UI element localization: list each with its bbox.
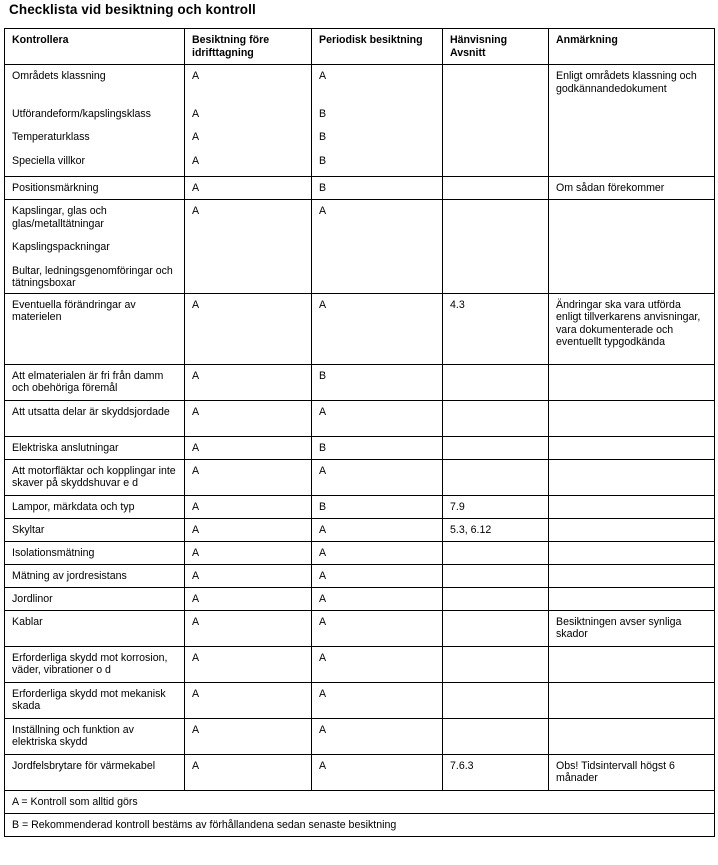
cell-line: Isolationsmätning [12,546,95,559]
cell-col-1 [185,718,312,754]
cell-line: Speciella villkor [12,154,86,167]
cell-line: Jordfelsbrytare för värmekabel [12,759,156,772]
cell-line: Skyltar [12,523,45,536]
cell-col-0 [5,610,185,646]
cell-line: A [319,759,327,772]
cell-line: A [192,546,200,559]
cell-col-1 [185,682,312,718]
cell-line: A [192,592,200,605]
cell-line: A [192,500,200,513]
cell-col-1 [185,436,312,459]
document-title: Checklista vid besiktning och kontroll [9,2,256,17]
cell-line: A [192,464,200,477]
cell-col-3 [443,459,549,495]
cell-line: A [192,205,200,217]
table-row [5,495,715,518]
cell-col-0 [5,364,185,400]
cell-col-4 [549,459,715,495]
cell-col-4 [549,564,715,587]
cell-col-0 [5,518,185,541]
cell-col-2 [312,459,443,495]
cell-line: Lampor, märkdata och typ [12,500,135,513]
cell-line: A [192,131,200,143]
cell-line: A [192,107,200,120]
cell-line: Mätning av jordresistans [12,569,127,582]
cell-col-1 [185,177,312,200]
cell-col-3 [443,564,549,587]
cell-line: B [319,369,327,382]
table-row [5,459,715,495]
checklist-body [5,65,715,791]
cell-line: A [319,205,327,217]
cell-col-3 [443,364,549,400]
cell-col-3 [443,646,549,682]
cell-line: A [319,464,327,477]
cell-col-1 [185,646,312,682]
cell-line: A [192,70,200,82]
cell-line: B [319,500,327,513]
cell-col-3 [443,65,549,177]
cell-line: Jordlinor [12,592,53,605]
footnote-row [5,790,715,813]
cell-col-1 [185,459,312,495]
footnote-a: A = Kontroll som alltid görs [5,790,715,813]
cell-col-2 [312,293,443,364]
table-row [5,293,715,364]
cell-col-3 [443,436,549,459]
cell-col-4 [549,436,715,459]
table-row [5,610,715,646]
cell-line: Kablar [12,615,43,628]
cell-line: Erforderliga skydd mot korrosion, väder, vibrationer o d [12,651,168,676]
cell-col-1 [185,65,312,177]
table-row [5,436,715,459]
table-row [5,400,715,436]
cell-line: A [319,592,327,605]
cell-line: A [319,723,327,736]
cell-line: Elektriska anslutningar [12,441,119,454]
cell-col-0 [5,718,185,754]
cell-line: Positionsmärkning [12,182,99,194]
cell-col-0 [5,754,185,790]
cell-line: Kapslingar, glas och glas/metalltätningar [12,205,107,230]
cell-col-3 [443,400,549,436]
cell-line: A [192,154,200,167]
cell-col-4 [549,646,715,682]
cell-col-4 [549,587,715,610]
table-row [5,200,715,294]
cell-col-1 [185,564,312,587]
cell-line: A [192,723,200,736]
table-row [5,541,715,564]
cell-line: Kapslingspackningar [12,241,110,253]
cell-col-3: 7.9 [443,495,549,518]
cell-col-2 [312,364,443,400]
cell-col-4: Obs! Tidsintervall högst 6 månader [549,754,715,790]
cell-col-4 [549,495,715,518]
cell-line: A [192,687,200,700]
cell-line: A [192,405,200,418]
cell-col-0 [5,293,185,364]
cell-line: A [192,523,200,536]
cell-col-0 [5,436,185,459]
cell-line: Eventuella förändringar av materielen [12,298,136,323]
cell-col-2 [312,754,443,790]
cell-col-2 [312,200,443,294]
cell-col-1 [185,754,312,790]
cell-line: A [192,298,200,311]
cell-line: Att utsatta delar är skyddsjordade [12,405,170,418]
cell-col-2 [312,518,443,541]
cell-line: A [192,441,200,454]
footnote-row [5,813,715,836]
cell-col-3: 4.3 [443,293,549,364]
cell-col-0 [5,495,185,518]
cell-col-3 [443,200,549,294]
cell-line: A [319,687,327,700]
cell-col-2 [312,65,443,177]
cell-line: A [319,298,327,311]
cell-line: A [192,182,200,194]
table-row [5,177,715,200]
cell-col-2 [312,646,443,682]
cell-col-1 [185,364,312,400]
cell-line: Erforderliga skydd mot mekanisk skada [12,687,166,712]
cell-col-3 [443,177,549,200]
cell-col-3: 7.6.3 [443,754,549,790]
cell-col-1 [185,200,312,294]
cell-col-2 [312,564,443,587]
cell-line: Att elmaterialen är fri från damm och obehöriga föremål [12,369,164,394]
table-row [5,364,715,400]
cell-col-2 [312,610,443,646]
cell-col-0 [5,541,185,564]
cell-line: A [319,70,327,82]
cell-line: B [319,182,327,194]
header-anmarkning: Anmärkning [549,29,715,65]
cell-col-0 [5,587,185,610]
cell-line: Utförandeform/kapslingsklass [12,107,151,120]
cell-line: A [192,369,200,382]
cell-col-4 [549,718,715,754]
cell-col-1 [185,400,312,436]
cell-line: B [319,441,327,454]
footnote-b: B = Rekommenderad kontroll bestäms av förhållandena sedan senaste besiktning [5,813,715,836]
cell-col-1 [185,495,312,518]
cell-line: B [319,107,327,120]
cell-col-3 [443,682,549,718]
table-row [5,65,715,177]
cell-col-2 [312,718,443,754]
header-periodisk: Periodisk besiktning [312,29,443,65]
cell-line: A [319,651,327,664]
cell-line: B [319,154,327,167]
cell-line: A [192,569,200,582]
cell-col-4: Om sådan förekommer [549,177,715,200]
cell-col-3: 5.3, 6.12 [443,518,549,541]
cell-col-1 [185,518,312,541]
cell-col-4: Besiktningen avser synliga skador [549,610,715,646]
cell-col-4 [549,518,715,541]
cell-col-0 [5,682,185,718]
cell-col-4 [549,200,715,294]
cell-line: A [319,546,327,559]
cell-col-0 [5,459,185,495]
cell-col-3 [443,541,549,564]
cell-line: B [319,131,327,143]
table-row [5,564,715,587]
cell-col-2 [312,400,443,436]
cell-col-2 [312,177,443,200]
cell-col-3 [443,610,549,646]
cell-line: A [192,759,200,772]
cell-line: Inställning och funktion av elektriska skydd [12,723,134,748]
cell-line: A [319,405,327,418]
cell-col-1 [185,293,312,364]
cell-line: Bultar, ledningsgenomföringar och tätningsboxar [12,264,173,289]
cell-col-0 [5,177,185,200]
table-row [5,718,715,754]
header-hanvisning: Hänvisning Avsnitt [443,29,549,65]
cell-line: A [192,615,200,628]
cell-col-1 [185,541,312,564]
header-kontrollera: Kontrollera [5,29,185,65]
cell-col-0 [5,65,185,177]
header-besiktning-fore: Besiktning före idrifttagning [185,29,312,65]
cell-col-4 [549,364,715,400]
cell-col-1 [185,587,312,610]
cell-col-4 [549,400,715,436]
table-row [5,682,715,718]
cell-col-4: Ändringar ska vara utförda enligt tillverkarens anvisningar, vara dokumenterade och eventuellt typgodkända [549,293,715,364]
cell-col-0 [5,646,185,682]
cell-col-0 [5,200,185,294]
cell-col-2 [312,495,443,518]
cell-line: A [319,523,327,536]
cell-line: A [319,569,327,582]
table-row [5,646,715,682]
table-row [5,587,715,610]
cell-col-1 [185,610,312,646]
cell-line: A [192,651,200,664]
cell-line: Att motorfläktar och kopplingar inte skaver på skyddshuvar e d [12,464,176,489]
cell-col-3 [443,587,549,610]
cell-col-4 [549,541,715,564]
cell-line: Temperaturklass [12,131,90,143]
checklist-table [4,28,715,837]
cell-col-2 [312,682,443,718]
cell-col-4 [549,682,715,718]
cell-col-2 [312,541,443,564]
cell-line: A [319,615,327,628]
cell-line: Områdets klassning [12,70,106,82]
cell-col-0 [5,400,185,436]
table-row [5,754,715,790]
header-row [5,29,715,65]
cell-col-2 [312,436,443,459]
cell-col-3 [443,718,549,754]
cell-col-4: Enligt områdets klassning och godkännandedokument [549,65,715,177]
table-row [5,518,715,541]
cell-col-2 [312,587,443,610]
cell-col-0 [5,564,185,587]
